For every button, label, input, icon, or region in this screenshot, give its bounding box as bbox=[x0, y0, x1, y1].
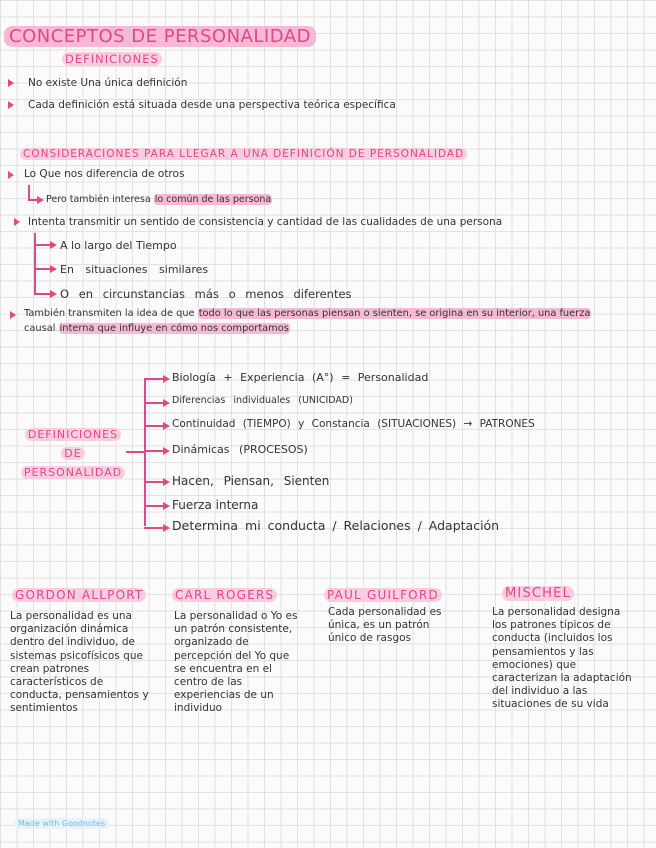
bullet-icon bbox=[8, 79, 14, 87]
bullet-icon bbox=[10, 311, 16, 319]
diagram-item-4: Dinámicas (PROCESOS) bbox=[172, 443, 308, 456]
diagram-item-7: Determina mi conducta / Relaciones / Adaptación bbox=[172, 518, 500, 533]
arrow-icon bbox=[37, 196, 44, 204]
diagram-branch bbox=[144, 402, 164, 404]
diagram-branch bbox=[144, 450, 164, 452]
author-name-allport: GORDON ALLPORT bbox=[12, 588, 146, 602]
watermark-logo: Made with Goodnotes bbox=[14, 818, 109, 829]
page-title: CONCEPTOS DE PERSONALIDAD bbox=[4, 26, 316, 47]
arrow-icon bbox=[163, 375, 170, 383]
bullet-icon bbox=[8, 101, 14, 109]
author-text-mischel: La personalidad designa los patrones típicos de conducta (incluidos los pensamientos y las emociones) que caracterizan la adaptación del individuo a las situaciones de su vida bbox=[492, 606, 632, 711]
cons-line-4b: causal interna que influye en cómo nos comportamos bbox=[24, 323, 289, 334]
definition-bullet-2: Cada definición está situada desde una perspectiva teórica específica bbox=[28, 99, 396, 111]
arrow-icon bbox=[50, 290, 57, 298]
cons-sub-1: A lo largo del Tiempo bbox=[60, 239, 177, 252]
tree-line bbox=[34, 293, 50, 295]
cons-sub-3: O en circunstancias más o menos diferentes bbox=[60, 287, 352, 301]
cons-sub-2: En situaciones similares bbox=[60, 263, 209, 276]
cons-line-4a: También transmiten la idea de que todo lo que las personas piensan o sienten, se origina en su interior, una fuerza bbox=[24, 308, 591, 319]
arrow-icon bbox=[163, 502, 170, 510]
tree-line bbox=[34, 244, 50, 246]
diagram-connector bbox=[126, 451, 145, 453]
author-text-guilford: Cada personalidad es única, es un patrón único de rasgos bbox=[328, 606, 442, 645]
diagram-branch bbox=[144, 505, 164, 507]
cons-line-2: Pero también interesa lo común de las persona bbox=[46, 194, 272, 205]
bullet-icon bbox=[8, 171, 14, 179]
arrow-icon bbox=[163, 524, 170, 532]
arrow-icon bbox=[163, 399, 170, 407]
diagram-item-6: Fuerza interna bbox=[172, 498, 259, 512]
author-name-guilford: PAUL GUILFORD bbox=[324, 588, 442, 602]
tree-line bbox=[34, 233, 36, 295]
author-name-mischel: MISCHEL bbox=[502, 586, 574, 601]
diagram-item-3: Continuidad (TIEMPO) y Constancia (SITUACIONES) → PATRONES bbox=[172, 418, 535, 430]
diagram-branch bbox=[144, 378, 164, 380]
tree-line bbox=[34, 268, 50, 270]
author-text-allport: La personalidad es una organización dinámica dentro del individuo, de sistemas psicofísicos que crean patrones característicos de conducta, pensamientos y sentimientos bbox=[10, 610, 149, 715]
arrow-icon bbox=[163, 478, 170, 486]
considerations-heading: CONSIDERACIONES PARA LLEGAR A UNA DEFINICIÓN DE PERSONALIDAD bbox=[20, 148, 467, 160]
arrow-icon bbox=[50, 265, 57, 273]
diagram-item-5: Hacen, Piensan, Sienten bbox=[172, 474, 330, 488]
arrow-icon bbox=[163, 447, 170, 455]
author-text-rogers: La personalidad o Yo es un patrón consistente, organizado de percepción del Yo que se encuentra en el centro de las experiencias de un individuo bbox=[174, 610, 298, 715]
diagram-item-1: Biología + Experiencia (A°) = Personalidad bbox=[172, 371, 429, 384]
diagram-branch bbox=[144, 527, 164, 529]
diagram-branch bbox=[144, 425, 164, 427]
author-name-rogers: CARL ROGERS bbox=[172, 588, 277, 602]
diagram-label: DEFINICIONES DE PERSONALIDAD bbox=[18, 428, 128, 479]
definition-bullet-1: No existe Una única definición bbox=[28, 77, 188, 89]
cons-line-3: Intenta transmitir un sentido de consistencia y cantidad de las cualidades de una persona bbox=[28, 216, 503, 228]
diagram-item-2: Diferencias individuales (UNICIDAD) bbox=[172, 395, 353, 406]
arrow-icon bbox=[50, 241, 57, 249]
bullet-icon bbox=[14, 218, 20, 226]
cons-line-1: Lo Que nos diferencia de otros bbox=[24, 168, 185, 180]
definitions-heading: DEFINICIONES bbox=[62, 52, 162, 66]
arrow-icon bbox=[163, 422, 170, 430]
diagram-branch bbox=[144, 481, 164, 483]
hook-line bbox=[28, 185, 30, 200]
